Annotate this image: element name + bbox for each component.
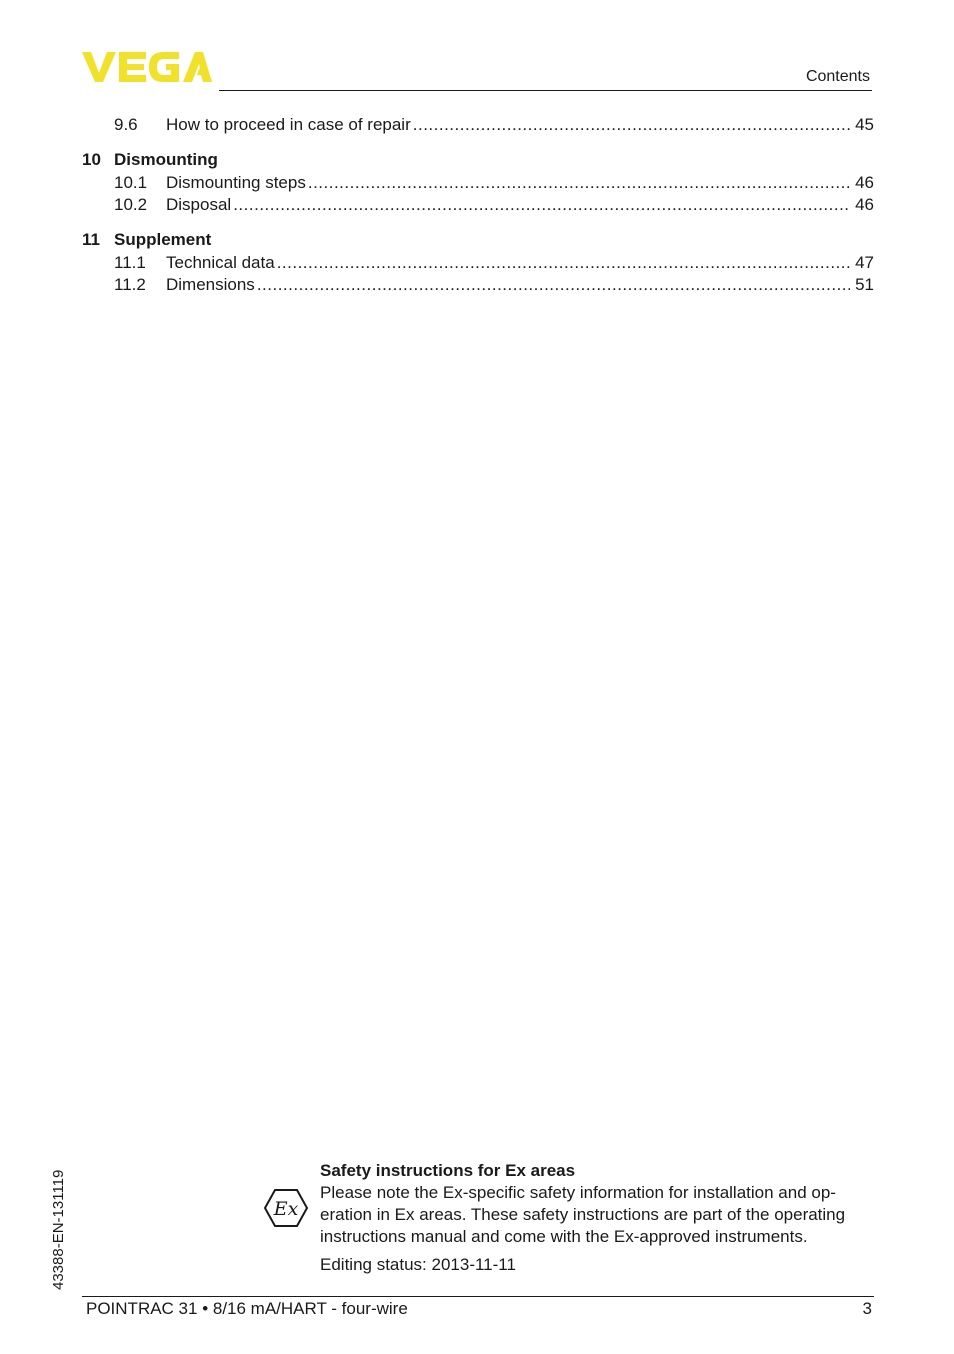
footer-divider (82, 1296, 874, 1297)
toc-entry-title: Technical data (166, 253, 275, 272)
toc-entry-title: Dismounting steps (166, 173, 306, 192)
toc-entry-number: 11.2 (114, 275, 146, 294)
toc-leader-dots (277, 252, 850, 274)
footer-product-name: POINTRAC 31 • 8/16 mA/HART - four-wire (86, 1299, 408, 1318)
vega-logo (82, 50, 212, 84)
safety-notice (320, 1160, 880, 1276)
svg-text:Ex: Ex (273, 1198, 299, 1220)
toc-entry-11-2[interactable] (82, 274, 874, 296)
toc-chapter-title: Supplement (114, 230, 212, 249)
toc-leader-dots (233, 194, 850, 216)
toc-entry-10-1[interactable] (82, 172, 874, 194)
header-section-label: Contents (805, 68, 870, 85)
toc-entry-page: 46 (855, 173, 874, 192)
toc-entry-11-1[interactable] (82, 252, 874, 274)
ex-icon (264, 1188, 308, 1228)
safety-text-line: eration in Ex areas. These safety instructions are part of the operating (320, 1205, 846, 1224)
toc-entry-page: 51 (855, 275, 874, 294)
toc-entry-number: 10.2 (114, 195, 148, 214)
toc-entry-number: 9.6 (114, 115, 138, 134)
toc-entry-page: 46 (855, 195, 874, 214)
toc-chapter-10[interactable] (82, 148, 874, 172)
toc-leader-dots (257, 274, 850, 296)
editing-status: Editing status: 2013-11-11 (320, 1255, 516, 1274)
toc-entry-title: How to proceed in case of repair (166, 115, 411, 134)
safety-title: Safety instructions for Ex areas (320, 1161, 576, 1180)
toc-leader-dots (308, 172, 850, 194)
toc-entry-page: 45 (855, 115, 874, 134)
toc-entry-9-6[interactable] (82, 114, 874, 136)
toc-entry-10-2[interactable] (82, 194, 874, 216)
toc-entry-number: 10.1 (114, 173, 148, 192)
toc-entry-number: 11.1 (114, 253, 146, 272)
safety-text-line: Please note the Ex-specific safety information for installation and op- (320, 1183, 836, 1202)
footer-page-number: 3 (862, 1299, 872, 1318)
toc-chapter-11[interactable] (82, 228, 874, 252)
header-divider (219, 90, 872, 91)
toc-entry-title: Dimensions (166, 275, 255, 294)
document-code: 43388-EN-131119 (50, 1169, 67, 1290)
toc-entry-page: 47 (855, 253, 874, 272)
toc-chapter-title: Dismounting (114, 150, 218, 169)
toc-chapter-number: 11 (82, 230, 100, 249)
toc-entry-title: Disposal (166, 195, 232, 214)
toc-chapter-number: 10 (82, 150, 101, 169)
table-of-contents (82, 114, 874, 296)
toc-leader-dots (413, 114, 850, 136)
safety-text-line: instructions manual and come with the Ex-approved instruments. (320, 1227, 808, 1246)
